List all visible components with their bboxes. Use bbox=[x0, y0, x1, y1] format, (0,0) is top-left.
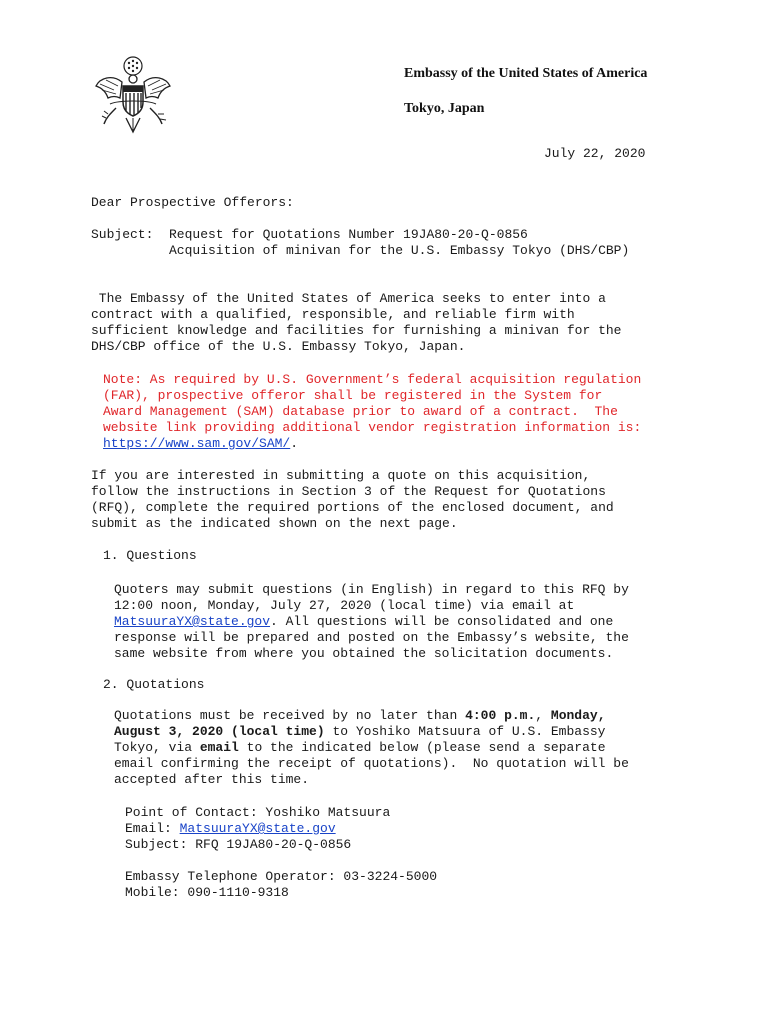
quotations-line: email confirming the receipt of quotations). No quotation will be bbox=[114, 756, 629, 771]
submission-method: email bbox=[199, 740, 239, 755]
contact-subject: Subject: RFQ 19JA80-20-Q-0856 bbox=[125, 837, 352, 852]
subject-label: Subject: bbox=[91, 227, 154, 242]
salutation: Dear Prospective Offerors: bbox=[91, 195, 294, 210]
embassy-city: Tokyo, Japan bbox=[404, 101, 485, 116]
instructions-line: submit as the indicated shown on the next page. bbox=[91, 516, 458, 531]
quotations-heading: 2. Quotations bbox=[103, 677, 205, 692]
questions-line: 12:00 noon, Monday, July 27, 2020 (local time) via email at bbox=[114, 598, 575, 613]
note-line: Note: As required by U.S. Government’s federal acquisition regulation bbox=[103, 372, 642, 387]
subject-line-2: Acquisition of minivan for the U.S. Embassy Tokyo (DHS/CBP) bbox=[169, 243, 630, 258]
questions-line: response will be prepared and posted on the Embassy’s website, the bbox=[114, 630, 629, 645]
quotations-text: Tokyo, via bbox=[114, 740, 200, 755]
intro-line: sufficient knowledge and facilities for furnishing a minivan for the bbox=[91, 323, 622, 338]
embassy-name: Embassy of the United States of America bbox=[404, 66, 648, 81]
note-link-suffix: . bbox=[290, 436, 299, 451]
quotations-text: Quotations must be received by no later than bbox=[114, 708, 466, 723]
note-line: Award Management (SAM) database prior to award of a contract. The bbox=[103, 404, 618, 419]
questions-email-link[interactable]: MatsuuraYX@state.gov bbox=[114, 614, 271, 629]
intro-line: contract with a qualified, responsible, and reliable firm with bbox=[91, 307, 575, 322]
deadline-time: 4:00 p.m. bbox=[465, 708, 536, 723]
quotations-text: , bbox=[535, 708, 551, 723]
note-line: (FAR), prospective offeror shall be registered in the System for bbox=[103, 388, 603, 403]
letter-date: July 22, 2020 bbox=[544, 146, 646, 161]
intro-line: DHS/CBP office of the U.S. Embassy Tokyo, Japan. bbox=[91, 339, 466, 354]
instructions-line: follow the instructions in Section 3 of the Request for Quotations bbox=[91, 484, 606, 499]
deadline-day: Monday, bbox=[550, 708, 606, 723]
questions-heading: 1. Questions bbox=[103, 548, 197, 563]
quotations-text: to Yoshiko Matsuura of U.S. Embassy bbox=[324, 724, 606, 739]
instructions-line: If you are interested in submitting a quote on this acquisition, bbox=[91, 468, 591, 483]
questions-line: . All questions will be consolidated and one bbox=[270, 614, 614, 629]
quotations-text: to the indicated below (please send a separate bbox=[238, 740, 606, 755]
deadline-date: August 3, 2020 (local time) bbox=[114, 724, 325, 739]
questions-line: Quoters may submit questions (in English) in regard to this RFQ by bbox=[114, 582, 629, 597]
great-seal-icon bbox=[92, 52, 174, 138]
subject-line-1: Request for Quotations Number 19JA80-20-Q-0856 bbox=[169, 227, 528, 242]
intro-line: The Embassy of the United States of America seeks to enter into a bbox=[91, 291, 606, 306]
contact-email-link[interactable]: MatsuuraYX@state.gov bbox=[179, 821, 336, 836]
note-line: website link providing additional vendor registration information is: bbox=[103, 420, 642, 435]
contact-operator: Embassy Telephone Operator: 03-3224-5000 bbox=[125, 869, 438, 884]
contact-poc: Point of Contact: Yoshiko Matsuura bbox=[125, 805, 391, 820]
contact-mobile: Mobile: 090-1110-9318 bbox=[125, 885, 289, 900]
sam-link[interactable]: https://www.sam.gov/SAM/ bbox=[103, 436, 291, 451]
instructions-line: (RFQ), complete the required portions of the enclosed document, and bbox=[91, 500, 614, 515]
quotations-line: accepted after this time. bbox=[114, 772, 310, 787]
questions-line: same website from where you obtained the solicitation documents. bbox=[114, 646, 614, 661]
contact-email-label: Email: bbox=[125, 821, 180, 836]
